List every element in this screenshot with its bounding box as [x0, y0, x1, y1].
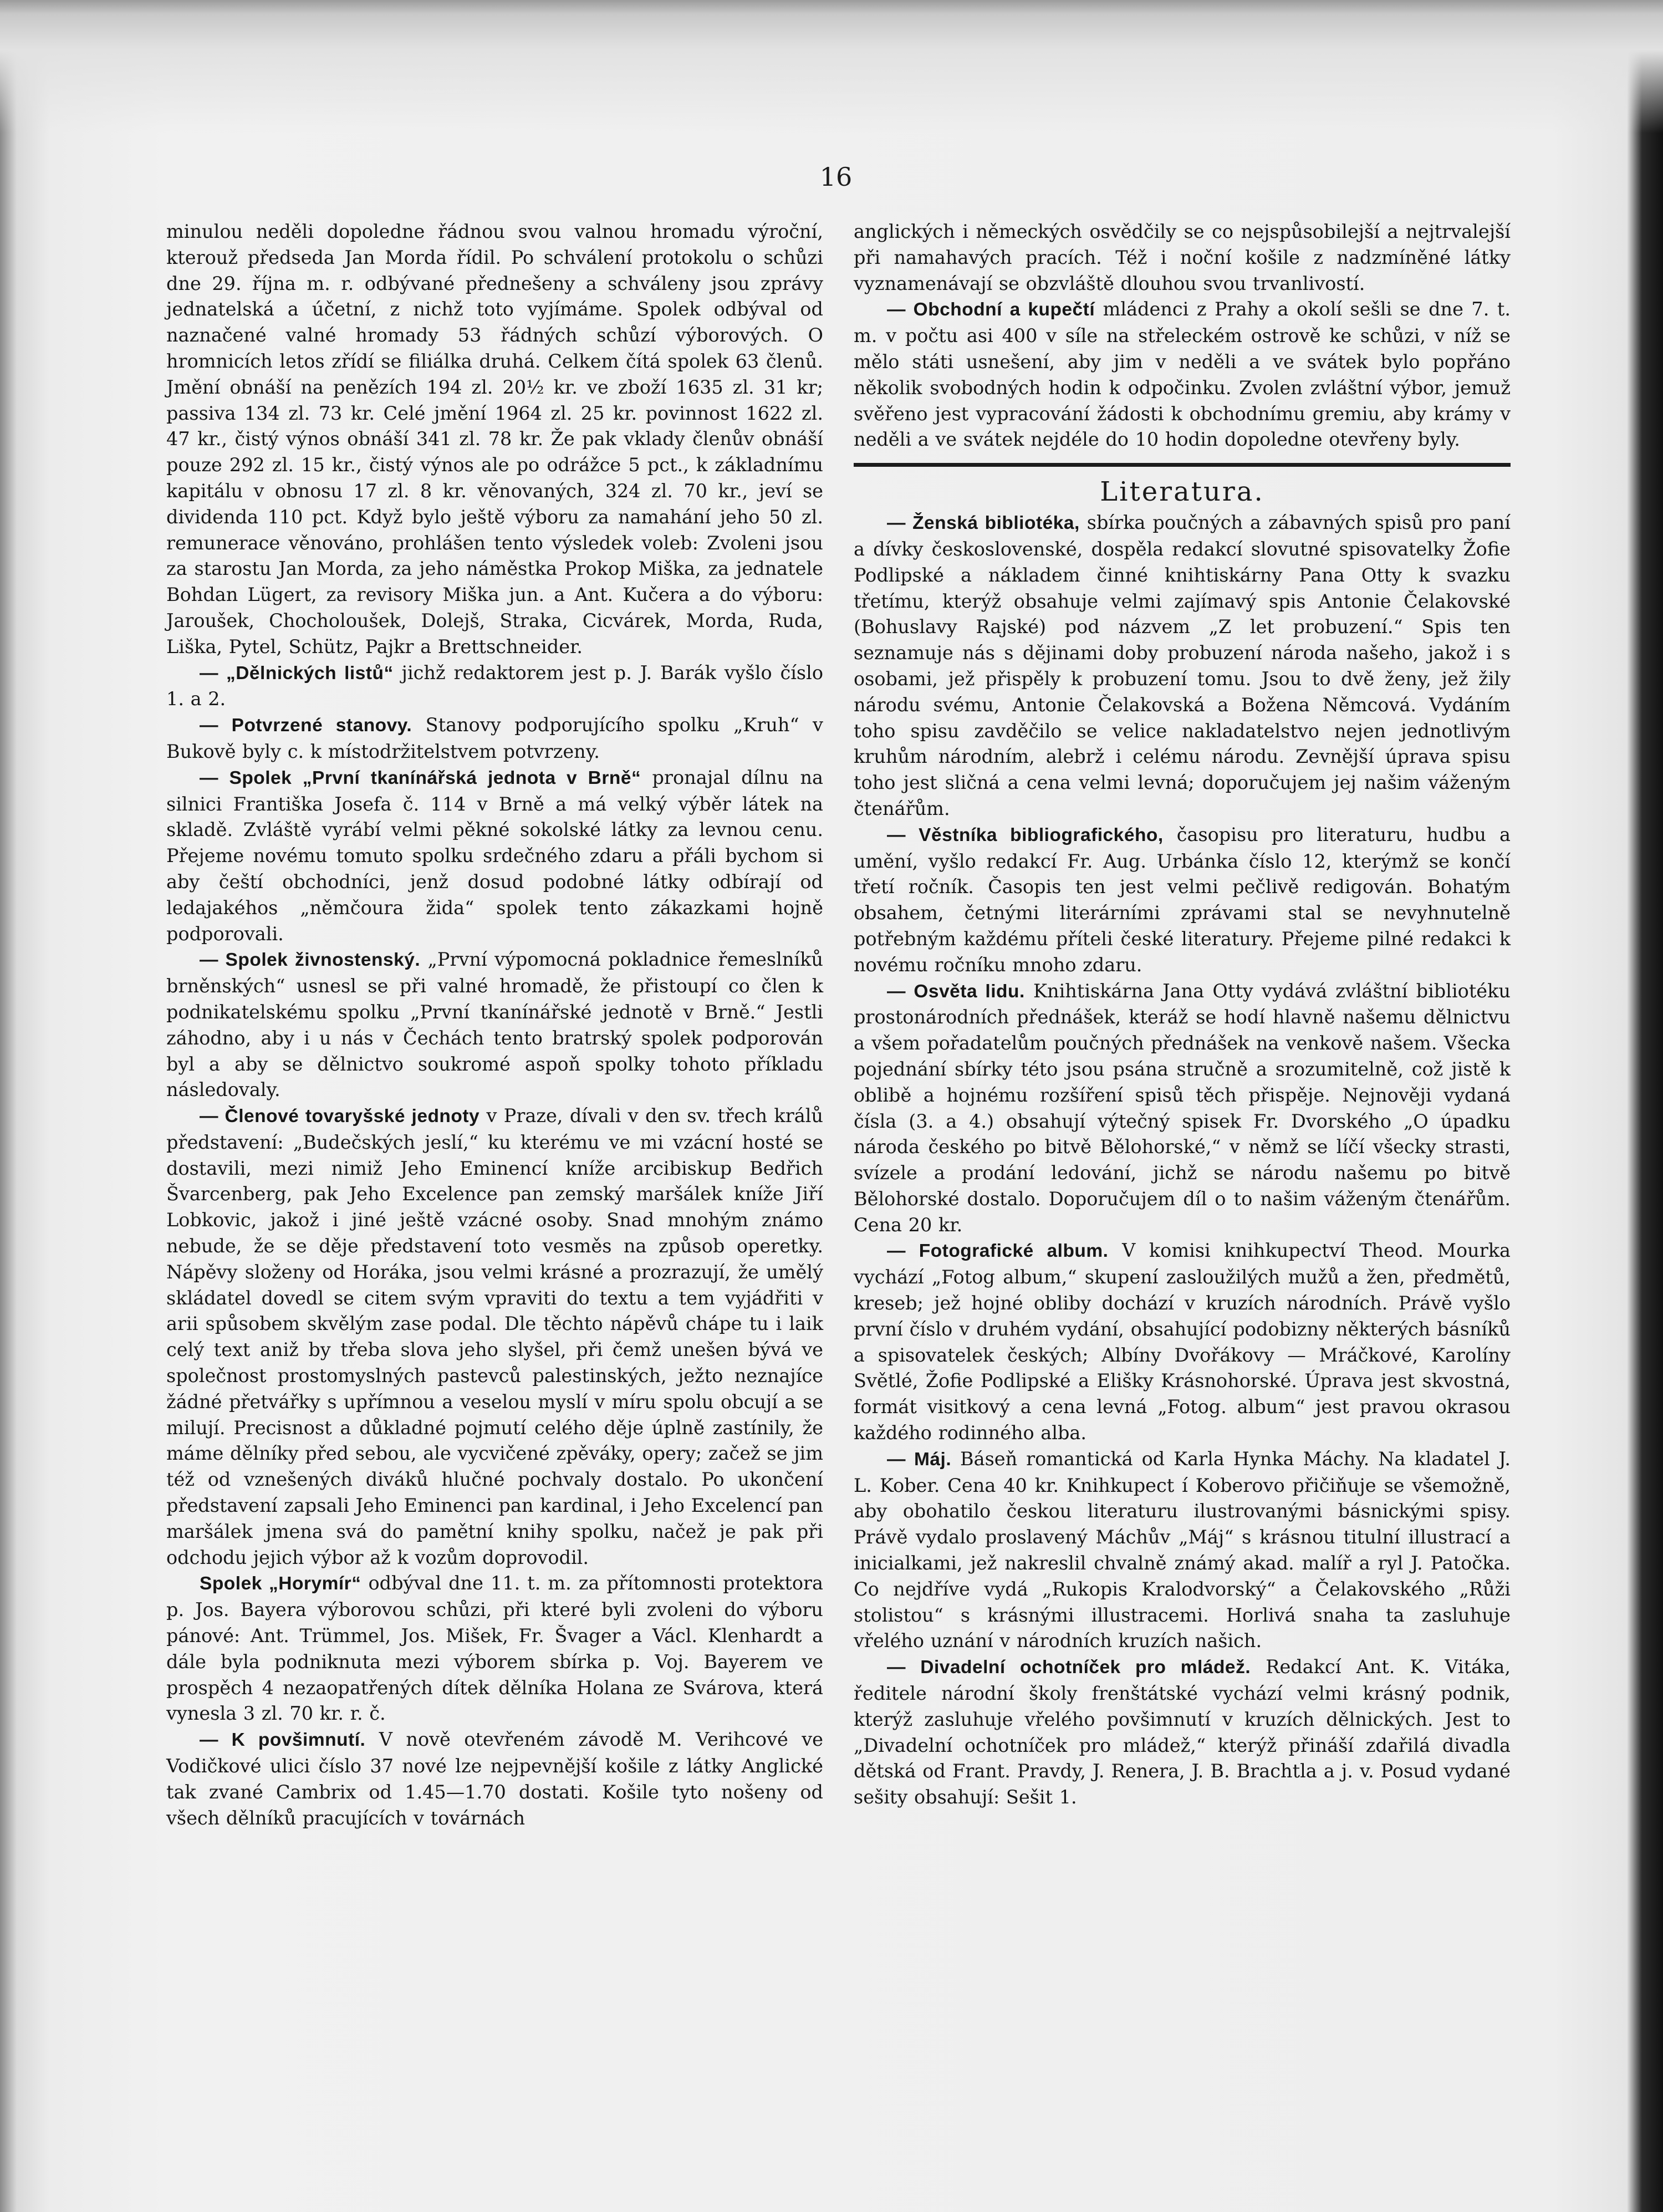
article-paragraph	[166, 1103, 823, 1571]
right-column-literature	[854, 510, 1511, 1811]
section-title-literatura: Literatura.	[1100, 476, 1264, 508]
left-column	[166, 219, 823, 1831]
article-text: Báseň romantická od Karla Hynka Máchy. Na kladatel J. L. Kober. Cena 40 kr. Knihkupect í Koberovo přičiňuje se všemožně, aby obohatilo českou literaturu ilustrovanými básnickými spisy. Právě vydalo proslavený Máchův „Máj“ s krásnou titulní illustrací a inicialkami, jež nakreslil chvalně známý akad. malíř a ryl J. Patočka. Co nejdříve vydá „Rukopis Kralodvorský“ a Čelakovského „Růži stolistou“ s krásnými illustracemi. Horlivá snaha ta zasluhuje vřelého uznání v národních kruzích našich.	[854, 1448, 1511, 1652]
article-heading: — Členové tovaryšské jednoty	[200, 1106, 480, 1127]
article-paragraph	[166, 1571, 823, 1727]
article-text: minulou neděli dopoledne řádnou svou valnou hromadu výroční, kterouž předseda Jan Morda řídil. Po schválení protokolu o schůzi dne 29. října m. r. odbývané přednešeny a schváleny jsou zprávy jednatelská a účetní, z nichž toto vyjímáme. Spolek odbýval od naznačené valné hromady 53 řádných schůzí výborových. O hromnicích letos zřídí se filiálka druhá. Celkem čítá spolek 63 členů. Jmění obnáší na penězích 194 zl. 20½ kr. ve zboží 1635 zl. 31 kr; passiva 134 zl. 73 kr. Celé jmění 1964 zl. 25 kr. povinnost 1622 zl. 47 kr., čistý výnos obnáší 341 zl. 78 kr. Že pak vklady členův obnáší pouze 292 zl. 15 kr., čistý výnos ale po odrážce 5 pct., k základnímu kapitálu v obnosu 17 zl. 8 kr. věnovaných, 324 zl. 70 kr., jeví se dividenda 110 pct. Když bylo ještě výboru za namahání jeho 50 zl. remunerace věnováno, prohlášen tento výsledek voleb: Zvoleni jsou za starostu Jan Morda, za jeho náměstka Prokop Miška, za jednatele Bohdan Lügert, za revisory Miška jun. a Ant. Kučera a do výboru: Jaroušek, Chocholoušek, Dolejš, Straka, Cicvárek, Morda, Ruda, Liška, Pytel, Schütz, Pajkr a Brettschneider.	[166, 221, 823, 658]
article-heading: — Potvrzené stanovy.	[200, 715, 412, 736]
article-heading: — K povšimnutí.	[200, 1730, 366, 1751]
article-text: Knihtiskárna Jana Otty vydává zvláštní bibliotéku prostonárodních přednášek, kteráž se hodí hlavně našemu dělnictvu a všem pořadatelům poučných přednášek na venkově našem. Všecka pojednání sbírky této jsou psána stručně a srozumitelně, což jistě k oblibě a hojnému rozšíření spisů těch přispěje. Nejnověji vydaná čísla (3. a 4.) obsahují výtečný spisek Fr. Dvorského „O úpadku národa českého po bitvě Bělohorské,“ v němž se líčí všecky strasti, svízele a prodání ledování, jichž se národu našemu po bitvě Bělohorské dostalo. Doporučujem díl o to našim váženým čtenářům. Cena 20 kr.	[854, 980, 1511, 1236]
article-paragraph	[166, 947, 823, 1103]
article-paragraph	[854, 297, 1511, 453]
article-text: odbýval dne 11. t. m. za přítomnosti protektora p. Jos. Bayera výborovou schůzi, při které byli zvoleni do výboru pánové: Ant. Trümmel, Jos. Mišek, Fr. Švager a Václ. Klenhardt a dále byla podniknuta mezi výborem sbírka p. Voj. Bayerem ve prospěch 4 nezaopatřených dítek dělníka Holana ze Svárova, která vynesla 3 zl. 70 kr. r. č.	[166, 1572, 823, 1725]
article-text: v Praze, dívali v den sv. třech králů představení: „Budečských jeslí,“ ku kterému ve mi vzácní hosté se dostavili, mezi nimiž Jeho Eminencí kníže arcibiskup Bedřich Švarcenberg, pak Jeho Excelence pan zemský maršálek kníže Jiří Lobkovic, jakož i jiné ještě vzácné osoby. Snad mnohým známo nebude, že se děje představení toto vesměs na způsob operetky. Nápěvy složeny od Horáka, jsou velmi krásné a prozrazují, že umělý skládatel dovedl se citem svým vpraviti do textu a tem vyjádřiti v arii spůsobem skvělým zase podal. Dle těchto nápěvů chápe tu i laik celý text aniž by třeba slova jeho slyšel, při čemž unešen bývá ve společnost prostomyslných pastevců palestinských, ježto neznajíce žádné přetvářky s upřímnou a veselou myslí v míru spolu obcují a se milují. Precisnost a důkladné pojmutí celého děje úplně zastínily, že máme dělníky před sebou, ale vycvičené zpěváky, opery; začež se jim též od vznešených diváků hlučné pochvaly dostalo. Po ukončení představení zapsali Jeho Eminenci pan kardinal, i Jeho Excelencí pan maršálek jmena svá do pamětní knihy spolku, načež je pak při odchodu jejich výbor až k vozům doprovodil.	[166, 1105, 823, 1568]
article-text: pronajal dílnu na silnici Františka Josefa č. 114 v Brně a má velký výběr látek na skladě. Zvláště vyrábí velmi pěkné sokolské látky za levnou cenu. Přejeme novému tomuto spolku srdečného zdaru a přáli bychom si aby čeští obchodníci, jenž dosud podobné látky odbírají od ledajakéhos „němčoura žida“ spolek tento zákazkami hojně podporovali.	[166, 766, 823, 945]
article-paragraph	[166, 1727, 823, 1831]
article-paragraph	[166, 712, 823, 765]
page-number: 16	[819, 162, 853, 192]
article-heading: Spolek „Horymír“	[200, 1573, 361, 1594]
right-column	[854, 219, 1511, 1811]
article-paragraph	[854, 1238, 1511, 1446]
article-paragraph	[166, 765, 823, 947]
article-heading: — Spolek živnostenský.	[200, 950, 421, 971]
section-divider	[854, 463, 1511, 467]
article-paragraph	[854, 1446, 1511, 1654]
article-heading: — Věstníka bibliografického,	[887, 824, 1164, 845]
article-paragraph	[854, 510, 1511, 822]
article-text: sbírka poučných a zábavných spisů pro paní a dívky československé, dospěla redakcí slovutné spisovatelky Žofie Podlipské a nákladem činné knihtiskárny Pana Otty k svazku třetímu, kterýž obsahuje velmi zajímavý spis Antonie Čelakovské (Bohuslavy Rajské) pod názvem „Z let probuzení.“ Spis ten seznamuje nás s dějinami doby probuzení národa našeho, jakož i s osobami, jež přispěly k probuzení tomu. Jsou to dvě ženy, jež žily národu svému, Antonie Čelakovská a Božena Němcová. Vydáním toho spisu zavděčilo se velice nakladatelstvo nejen jednotlivým kruhům národním, alebrž i celému národu. Zevnější úprava spisu toho jest sličná a cena velmi levná; doporučujem jej našim váženým čtenářům.	[854, 512, 1511, 819]
article-text: V nově otevřeném závodě M. Verihcové ve Vodičkové ulici číslo 37 nové lze nejpevnější košile z látky Anglické tak zvané Cambrix od 1.45—1.70 dostati. Košile tyto nošeny od všech dělníků pracujících v továrnách	[166, 1729, 823, 1829]
article-heading: — Obchodní a kupečtí	[887, 299, 1095, 320]
article-text: jichž redaktorem jest p. J. Barák vyšlo číslo 1. a 2.	[166, 661, 824, 710]
article-text: Redakcí Ant. K. Vitáka, ředitele národní školy frenštátské vychází velmi krásný podnik, kterýž zasluhuje vřelého povšimnutí v kruzích dělnických. Jest to „Divadelní ochotníček pro mládež,“ kterýž přináší zdařilá divadla dětská od Frant. Pravdy, J. Renera, J. B. Brachtla a j. v. Posud vydané sešity obsahují: Sešit 1.	[854, 1656, 1511, 1808]
article-paragraph	[854, 822, 1511, 978]
article-paragraph	[166, 660, 823, 713]
article-heading: — Fotografické album.	[887, 1241, 1109, 1262]
article-heading: — „Dělnických listů“	[200, 662, 394, 684]
article-text: Stanovy podporujícího spolku „Kruh“ v Bukově byly c. k místodržitelstvem potvrzeny.	[166, 714, 823, 762]
article-text: anglických i německých osvědčily se co nejspůsobilejší a nejtrvalejší při namahavých pracích. Též i noční košile z nadzmíněné látky vyznamenávají se obzvláště dlouhou svou trvanlivostí.	[854, 221, 1511, 294]
article-text: V komisi knihkupectví Theod. Mourka vychází „Fotog album,“ skupení zasloužilých mužů a žen, předmětů, kreseb; jež hojné obliby dochází v kruzích národních. Právě vyšlo první číslo v druhém vydání, obsahující podobizny některých básníků a spisovatelek českých; Albíny Dvořákovy — Mráčkové, Karolíny Světlé, Žofie Podlipské a Elišky Krásnohorské. Úprava jest skvostná, formát visitkový a cena levná „Fotog. album“ jest pravou okrasou každého rodinného alba.	[854, 1240, 1511, 1444]
article-paragraph	[854, 1654, 1511, 1811]
article-text: časopisu pro literaturu, hudbu a umění, vyšlo redakcí Fr. Aug. Urbánka číslo 12, kterýmž se končí třetí ročník. Časopis ten jest velmi pečlivě redigován. Bohatým obsahem, četnými literárními zprávami stal se nevyhnutelně potřebným každému příteli české literatury. Přejeme pilné redakci k novému ročníku mnoho zdaru.	[854, 823, 1511, 976]
page-top-shading	[0, 0, 1663, 133]
article-heading: — Divadelní ochotníček pro mládež.	[887, 1657, 1251, 1678]
article-text: mládenci z Prahy a okolí sešli se dne 7. t. m. v počtu asi 400 v síle na střeleckém ostrově ke schůzi, v níž se mělo státi usnešení, aby jim v neděli a ve svátek bylo popřáno několik svobodných hodin k odpočinku. Zvolen zvláštní výbor, jemuž svěřeno jest vypracování žádosti k obchodnímu gremiu, aby krámy v neděli a ve svátek nejdéle do 10 hodin dopoledne otevřeny byly.	[854, 298, 1511, 451]
article-paragraph	[854, 978, 1511, 1238]
article-heading: — Spolek „První tkanínářská jednota v Brně“	[200, 767, 641, 788]
article-heading: — Osvěta lidu.	[887, 981, 1025, 1002]
article-paragraph	[854, 219, 1511, 297]
article-heading: — Máj.	[887, 1449, 952, 1470]
right-column-news	[854, 219, 1511, 453]
article-text: „První výpomocná pokladnice řemeslníků brněnských“ usnesl se při valné hromadě, že přistoupí co člen k podnikatelskému spolku „První tkanínářské jednotě v Brně.“ Jestli záhodno, aby i u nás v Čechách tento bratrský spolek podporován byl a aby se dělnictvo soukromé aspoň spolky tohoto příkladu následovaly.	[166, 949, 823, 1101]
article-heading: — Ženská bibliotéka,	[887, 513, 1080, 534]
article-paragraph	[166, 219, 823, 660]
